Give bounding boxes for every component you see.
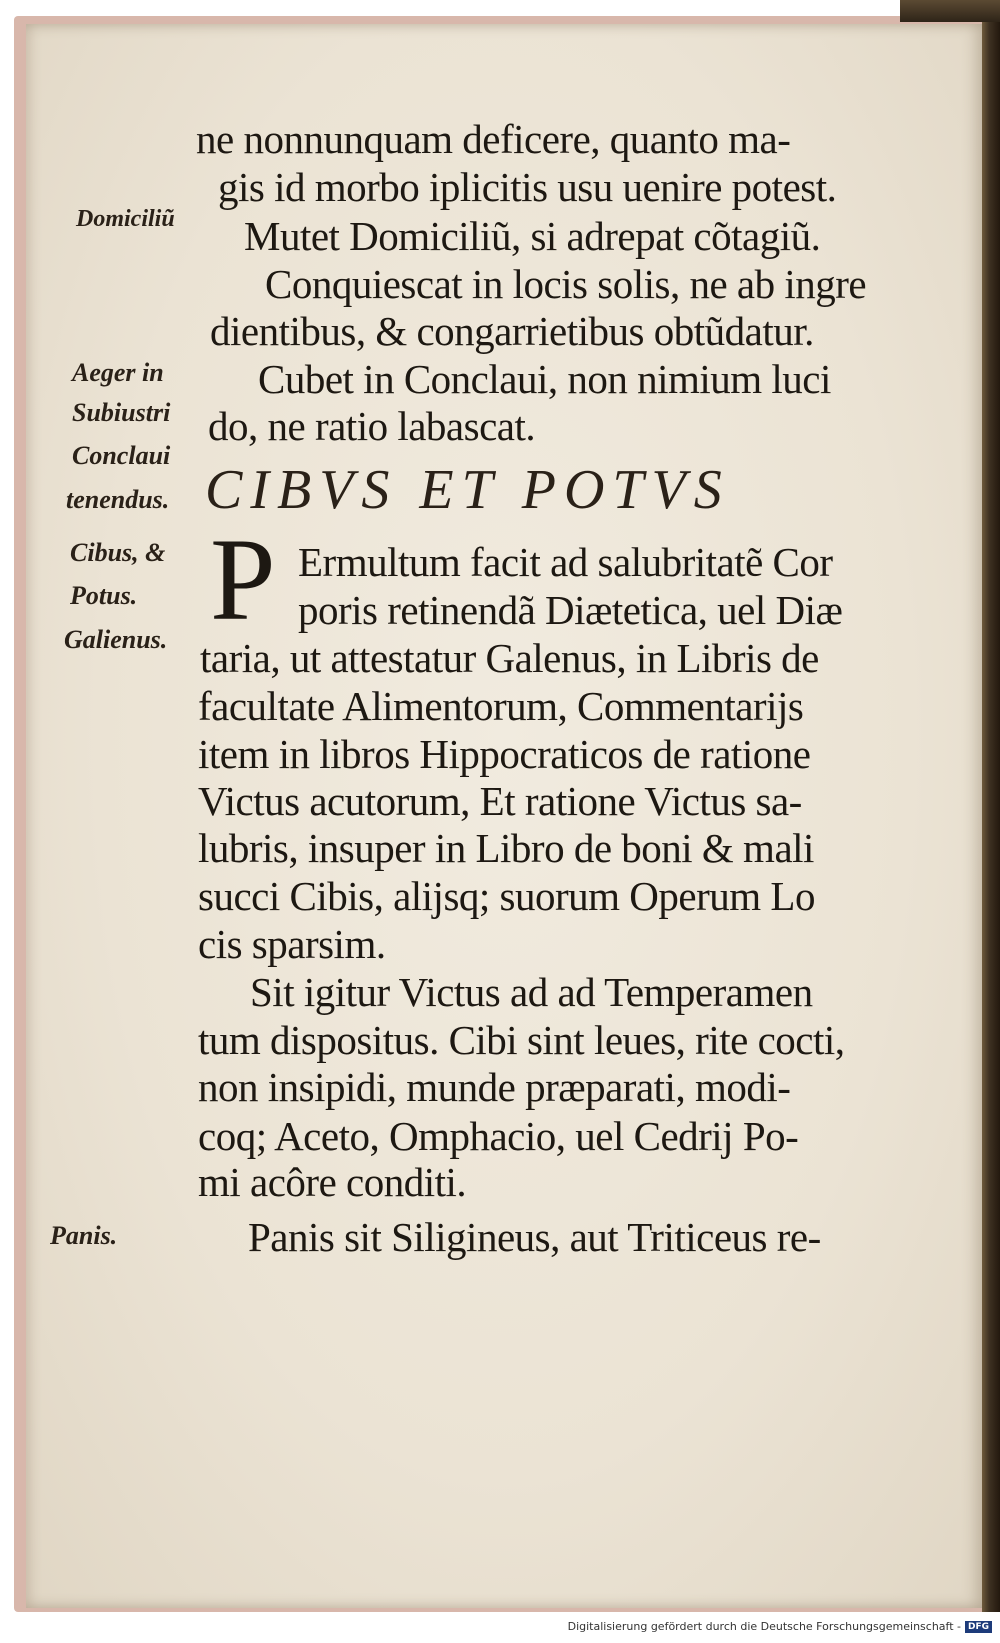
text-line: mi acôre conditi. — [198, 1159, 467, 1205]
text-line: item in libros Hippocraticos de ratione — [198, 731, 811, 777]
text-line: ne nonnunquam deficere, quanto ma- — [196, 116, 791, 162]
text-line: do, ne ratio labascat. — [208, 403, 536, 449]
margin-note: Domiciliũ — [76, 206, 175, 232]
text-line: taria, ut attestatur Galenus, in Libris de — [200, 635, 819, 681]
book-spine-top — [900, 0, 1000, 22]
text-line: succi Cibis, alijsq; suorum Operum Lo — [198, 873, 815, 919]
margin-note: Potus. — [70, 581, 138, 610]
text-line: tum dispositus. Cibi sint leues, rite cocti, — [198, 1017, 845, 1063]
text-line: dientibus, & congarrietibus obtũdatur. — [210, 308, 814, 354]
text-line: facultate Alimentorum, Commentarijs — [198, 683, 804, 729]
margin-note: Aeger in — [72, 358, 164, 387]
text-line: Sit igitur Victus ad ad Temperamen — [250, 969, 813, 1015]
section-heading: CIBVS ET POTVS — [205, 459, 730, 521]
text-line: cis sparsim. — [198, 921, 386, 967]
text-line: gis id morbo iplicitis usu uenire potest. — [218, 164, 837, 210]
text-line: coq; Aceto, Omphacio, uel Cedrij Po- — [198, 1113, 799, 1159]
footer-text: Digitalisierung gefördert durch die Deutsche Forschungsgemeinschaft - — [567, 1620, 961, 1633]
margin-note: Panis. — [50, 1221, 118, 1250]
footer-credit — [568, 1620, 992, 1633]
margin-note: Subiustri — [72, 398, 171, 427]
text-line: poris retinendã Diætetica, uel Diæ — [298, 587, 843, 633]
text-line: Panis sit Siligineus, aut Triticeus re- — [248, 1214, 821, 1260]
book-spine — [982, 0, 1000, 1612]
text-line: lubris, insuper in Libro de boni & mali — [198, 825, 814, 871]
text-line: Mutet Domiciliũ, si adrepat cõtagiũ. — [244, 213, 821, 259]
dfg-logo: DFG — [965, 1621, 992, 1633]
margin-note: Galienus. — [64, 625, 168, 654]
margin-note: tenendus. — [66, 485, 170, 514]
text-line: Cubet in Conclaui, non nimium luci — [258, 356, 831, 402]
text-line: non insipidi, munde præparati, modi- — [198, 1064, 791, 1110]
margin-note: Conclaui — [72, 441, 171, 470]
text-line: Victus acutorum, Et ratione Victus sa- — [198, 778, 802, 824]
text-line: Conquiescat in locis solis, ne ab ingre — [265, 261, 867, 307]
drop-capital: P — [210, 514, 276, 645]
margin-note: Cibus, & — [70, 538, 166, 567]
text-line: Ermultum facit ad salubritatẽ Cor — [298, 539, 833, 585]
